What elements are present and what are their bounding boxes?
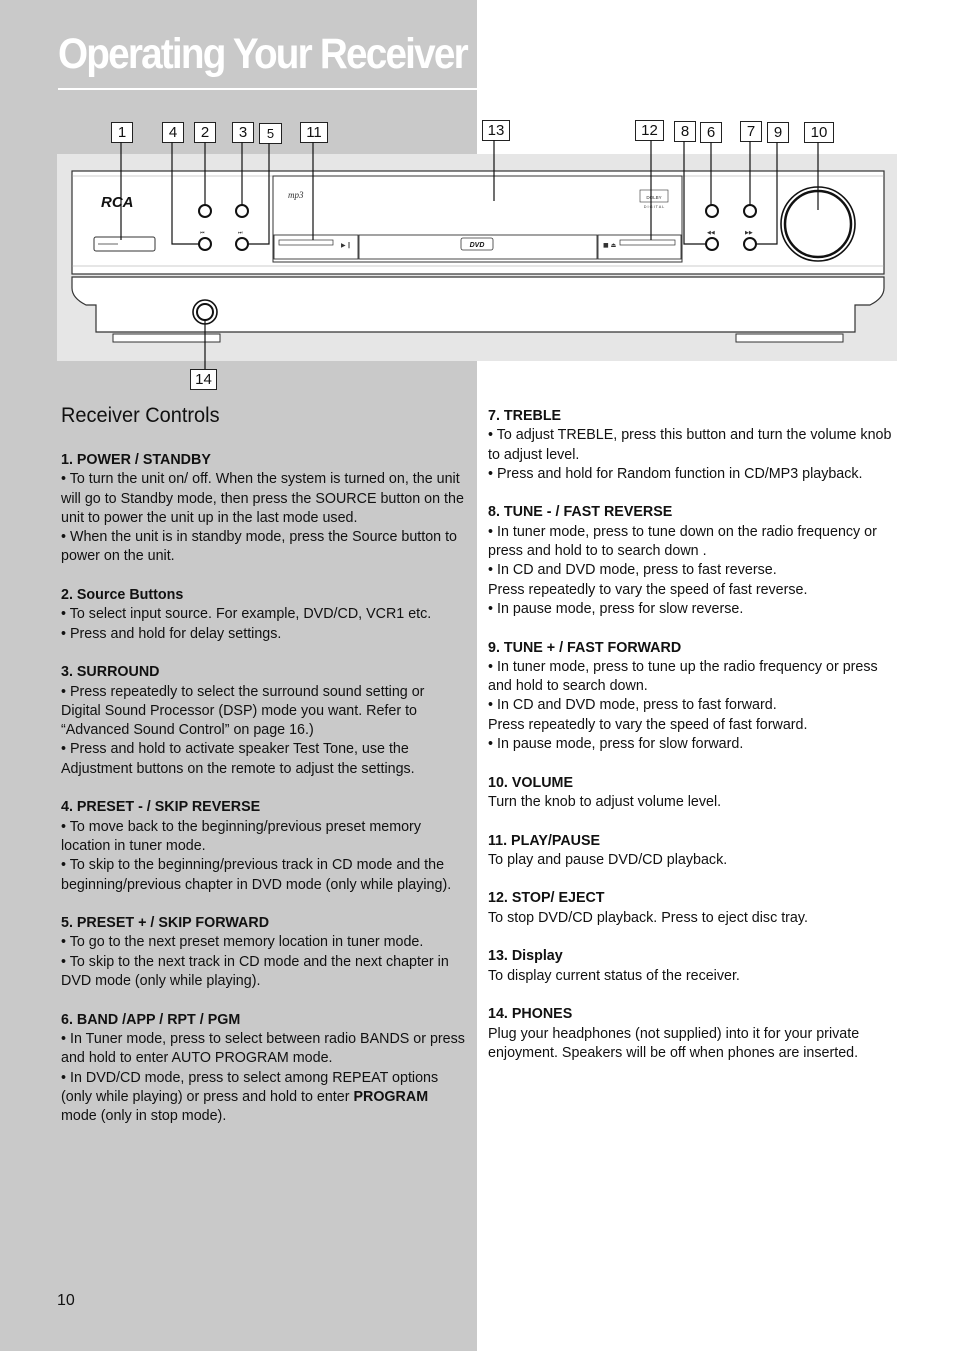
item-display <box>488 947 898 986</box>
item-line: • Press and hold to activate speaker Test Tone, use the Adjustment buttons on the remote to adjust the settings. <box>61 741 415 777</box>
item-heading: 3. SURROUND <box>61 664 160 681</box>
svg-text:◀◀: ◀◀ <box>707 230 715 236</box>
item-heading: 13. Display <box>488 948 563 965</box>
item-line <box>61 1069 466 1127</box>
item-line: • In CD and DVD mode, press to fast reverse. <box>488 562 777 579</box>
item-line: • In pause mode, press for slow reverse. <box>488 600 744 617</box>
item-heading: 12. STOP/ EJECT <box>488 890 605 907</box>
item-heading: 11. PLAY/PAUSE <box>488 832 601 849</box>
callout-5: 5 <box>259 123 282 144</box>
item-line: • In Tuner mode, press to select between radio BANDS or press and hold to enter AUTO PROGRAM mode. <box>61 1030 465 1067</box>
callout-3: 3 <box>232 122 254 143</box>
item-line: • Press and hold for Random function in CD/MP3 playback. <box>488 465 863 482</box>
item-line: • Press and hold for delay settings. <box>61 625 282 642</box>
receiver-front-panel-illustration <box>0 0 954 400</box>
text-run: mode (only in stop mode). <box>61 1108 227 1125</box>
callout-2: 2 <box>194 122 216 143</box>
item-heading: 4. PRESET - / SKIP REVERSE <box>61 799 261 816</box>
item-line: • In tuner mode, press to tune down on the radio frequency or press and hold to to search down . <box>488 523 877 560</box>
svg-text:▶▶: ▶▶ <box>745 230 753 236</box>
program-keyword: PROGRAM <box>353 1088 429 1105</box>
item-heading: 10. VOLUME <box>488 774 574 791</box>
item-treble <box>488 407 898 484</box>
item-phones <box>488 1005 898 1063</box>
item-heading: 6. BAND /APP / RPT / PGM <box>61 1011 241 1028</box>
callout-8: 8 <box>674 121 696 142</box>
item-line: • When the unit is in standby mode, press the Source button to power on the unit. <box>61 529 458 565</box>
item-line: • Press repeatedly to select the surround sound setting or Digital Sound Processor (DSP) mode you want. Refer to “Advanced Sound Control” on page 16.) <box>61 683 425 739</box>
item-stop-eject <box>488 889 898 928</box>
item-play-pause <box>488 832 898 871</box>
item-tune-minus <box>488 503 898 619</box>
item-band-app <box>61 1011 466 1127</box>
item-line: Press repeatedly to vary the speed of fast forward. <box>488 716 808 733</box>
item-line: Turn the knob to adjust volume level. <box>488 793 722 810</box>
mp3-logo: mp3 <box>288 190 304 200</box>
right-column <box>488 407 898 1082</box>
text-run: • In DVD/CD mode, press to select among REPEAT options (only while playing) or press and hold to enter <box>61 1069 439 1105</box>
page-number: 10 <box>57 1292 75 1309</box>
item-line: Plug your headphones (not supplied) into it for your private enjoyment. Speakers will be off when phones are inserted. <box>488 1025 860 1061</box>
item-line: • To adjust TREBLE, press this button and turn the volume knob to adjust level. <box>488 427 892 463</box>
item-line: Press repeatedly to vary the speed of fast reverse. <box>488 581 808 598</box>
rca-logo: RCA <box>101 194 134 211</box>
callout-7: 7 <box>740 121 762 142</box>
callout-4: 4 <box>162 122 184 143</box>
item-heading: 5. PRESET + / SKIP FORWARD <box>61 915 270 932</box>
item-line: • To select input source. For example, DVD/CD, VCR1 etc. <box>61 606 432 623</box>
item-surround <box>61 663 466 779</box>
callout-13: 13 <box>482 120 510 141</box>
item-line: To stop DVD/CD playback. Press to eject disc tray. <box>488 909 808 926</box>
item-heading: 2. Source Buttons <box>61 587 184 604</box>
callout-9: 9 <box>767 122 789 143</box>
item-heading: 9. TUNE + / FAST FORWARD <box>488 639 682 656</box>
item-volume <box>488 774 898 813</box>
item-heading: 7. TREBLE <box>488 408 562 424</box>
item-line: • To skip to the beginning/previous track in CD mode and the beginning/previous chapter in DVD mode (only while playing). <box>61 857 452 893</box>
item-heading: 14. PHONES <box>488 1006 573 1023</box>
item-tune-plus <box>488 639 898 755</box>
item-heading: 8. TUNE - / FAST REVERSE <box>488 504 673 521</box>
section-heading: Receiver Controls <box>61 404 220 427</box>
item-line: • In pause mode, press for slow forward. <box>488 736 744 753</box>
page-title: Operating Your Receiver <box>58 30 467 78</box>
item-line: • To turn the unit on/ off. When the system is turned on, the unit will go to Standby mode, then press the SOURCE button on the unit to power the unit up in the last mode used. <box>61 471 464 526</box>
svg-text:⏭: ⏭ <box>238 230 243 236</box>
svg-text:■ ⏏: ■ ⏏ <box>603 242 617 249</box>
callout-10: 10 <box>804 122 834 143</box>
item-heading: 1. POWER / STANDBY <box>61 452 211 468</box>
item-line: • In tuner mode, press to tune up the radio frequency or press and hold to search down. <box>488 658 878 695</box>
dvd-logo: DVD <box>469 242 485 249</box>
item-line: To play and pause DVD/CD playback. <box>488 851 728 868</box>
item-preset-minus <box>61 798 466 894</box>
item-line: • To skip to the next track in CD mode and the next chapter in DVD mode (only while playing). <box>61 953 449 990</box>
left-column <box>61 451 466 1146</box>
item-source-buttons <box>61 586 466 644</box>
callout-11: 11 <box>300 122 328 143</box>
item-line: • In CD and DVD mode, press to fast forward. <box>488 697 777 714</box>
callout-6: 6 <box>700 122 722 143</box>
callout-1: 1 <box>111 122 133 143</box>
callout-12: 12 <box>635 120 664 141</box>
item-preset-plus <box>61 914 466 991</box>
svg-text:▶ ‖: ▶ ‖ <box>341 242 351 249</box>
dolby-logo: DOLBY <box>646 195 662 200</box>
item-line: To display current status of the receiver. <box>488 967 740 984</box>
item-power-standby <box>61 451 466 567</box>
item-line: • To move back to the beginning/previous preset memory location in tuner mode. <box>61 818 421 854</box>
callout-14: 14 <box>190 369 217 390</box>
dolby-digital-text: D I G I T A L <box>643 205 665 209</box>
svg-text:⏮: ⏮ <box>200 230 205 236</box>
item-line: • To go to the next preset memory location in tuner mode. <box>61 934 424 951</box>
